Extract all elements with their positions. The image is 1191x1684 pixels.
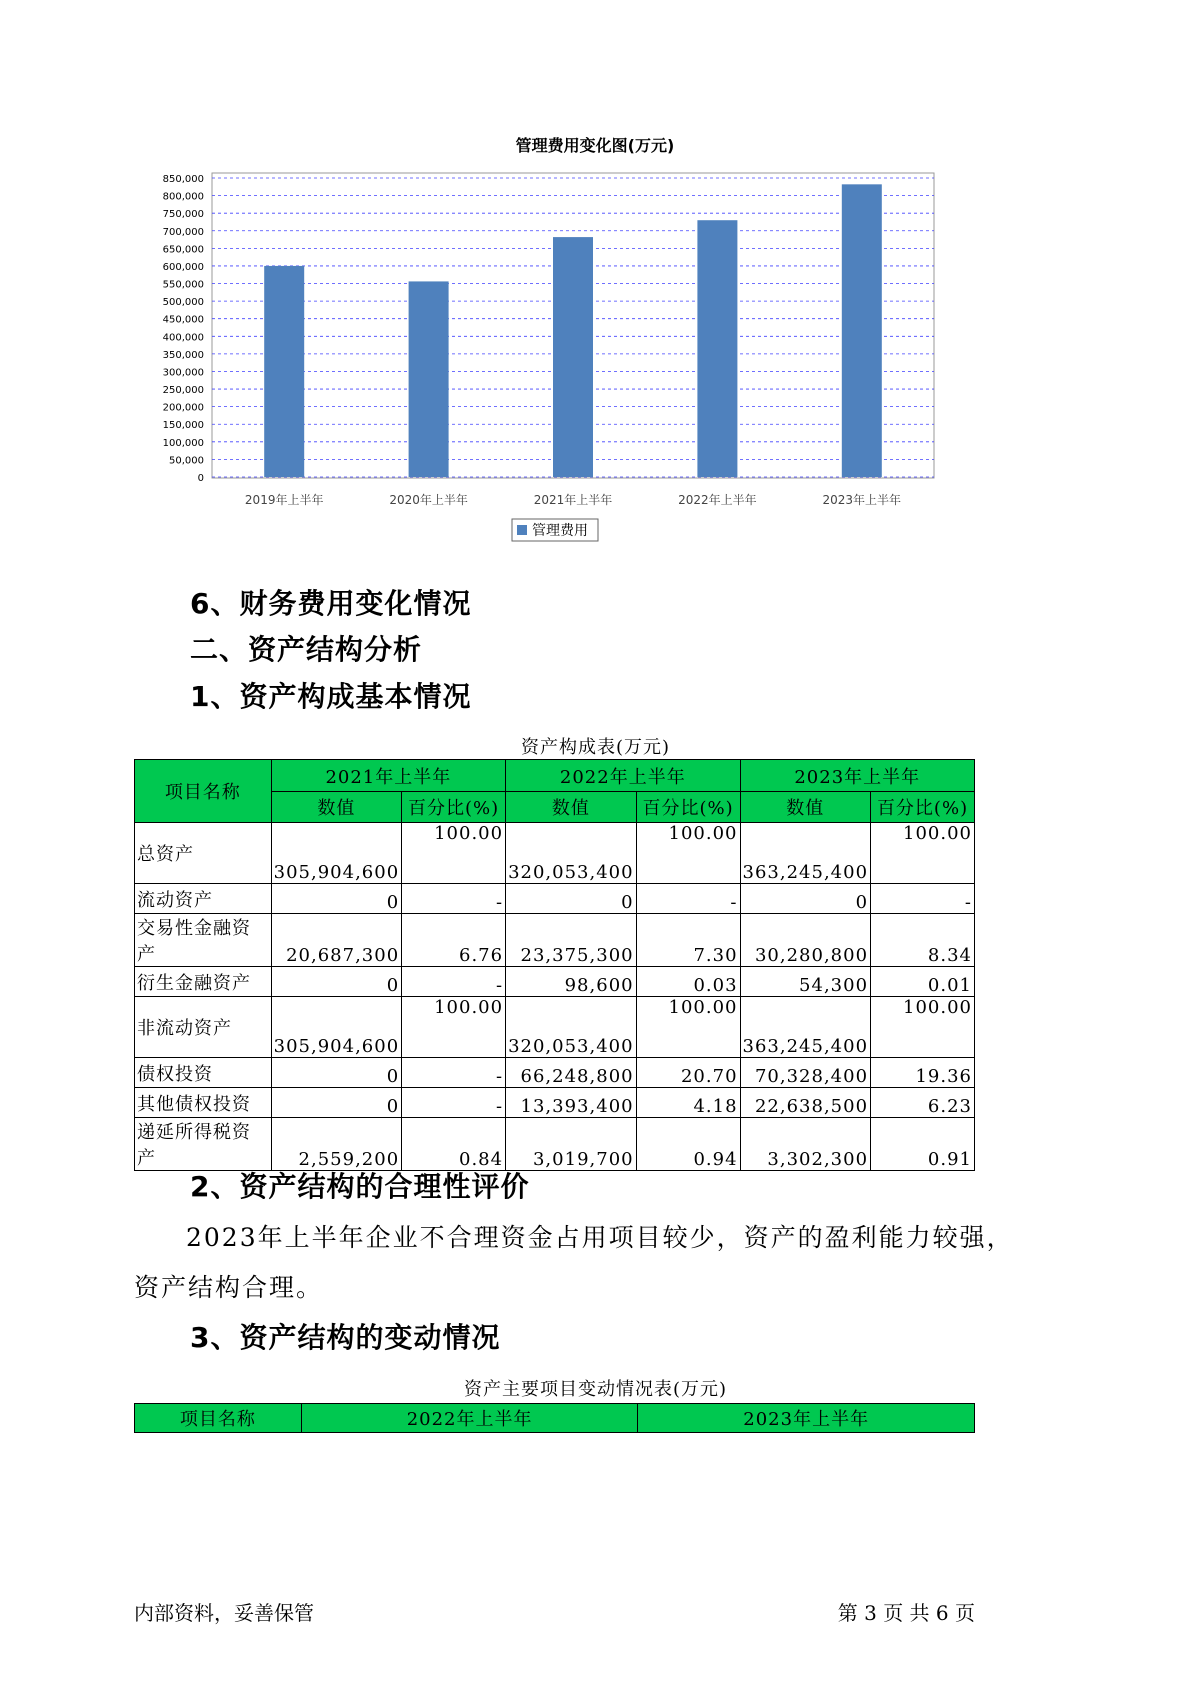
- value-cell: 0: [271, 1058, 402, 1088]
- value-cell: 22,638,500: [740, 1088, 871, 1118]
- pct-cell: 0.03: [636, 967, 740, 997]
- footer-note: 内部资料，妥善保管: [134, 1601, 314, 1625]
- row-label: 交易性金融资产: [135, 914, 272, 967]
- table2-caption: 资产主要项目变动情况表(万元): [463, 1379, 728, 1400]
- y-tick-label: 800,000: [162, 191, 204, 203]
- bar: [842, 184, 882, 477]
- pct-cell: 100.00: [636, 997, 740, 1058]
- value-cell: 3,302,300: [740, 1118, 871, 1171]
- value-cell: 2,559,200: [271, 1118, 402, 1171]
- header-pct: 百分比(%): [871, 792, 975, 823]
- bar: [264, 266, 304, 477]
- value-cell: 320,053,400: [506, 823, 637, 884]
- pct-cell: 6.23: [871, 1088, 975, 1118]
- pct-cell: 6.76: [402, 914, 506, 967]
- heading-asset-structure: 二、资产结构分析: [190, 633, 423, 666]
- header-year: 2022年上半年: [506, 760, 740, 792]
- header-year: 2022年上半年: [301, 1404, 638, 1433]
- header-year: 2023年上半年: [638, 1404, 975, 1433]
- x-axis-ticks: [245, 492, 901, 507]
- bar: [697, 220, 737, 477]
- value-cell: 54,300: [740, 967, 871, 997]
- pct-cell: 20.70: [636, 1058, 740, 1088]
- page-number: 第 3 页 共 6 页: [837, 1601, 975, 1625]
- header-value: 数值: [271, 792, 402, 823]
- value-cell: 30,280,800: [740, 914, 871, 967]
- y-tick-label: 750,000: [162, 209, 204, 221]
- value-cell: 305,904,600: [271, 997, 402, 1058]
- pct-cell: 0.91: [871, 1118, 975, 1171]
- management-expense-chart: [160, 135, 1030, 595]
- table-row: [135, 823, 975, 884]
- x-tick-label: 2023年上半年: [822, 493, 902, 507]
- heading-asset-composition: 1、资产构成基本情况: [190, 680, 472, 713]
- pct-cell: -: [402, 884, 506, 914]
- value-cell: 363,245,400: [740, 997, 871, 1058]
- bar: [553, 237, 593, 477]
- pct-cell: 100.00: [402, 823, 506, 884]
- pct-cell: 0.94: [636, 1118, 740, 1171]
- value-cell: 23,375,300: [506, 914, 637, 967]
- table-row: [135, 1088, 975, 1118]
- heading-structure-change: 3、资产结构的变动情况: [190, 1321, 501, 1354]
- y-tick-label: 600,000: [162, 261, 204, 273]
- asset-composition-table: [134, 759, 975, 1171]
- value-cell: 3,019,700: [506, 1118, 637, 1171]
- value-cell: 0: [271, 967, 402, 997]
- legend-label: 管理费用: [532, 523, 588, 539]
- chart-title: 管理费用变化图(万元): [515, 136, 675, 155]
- value-cell: 0: [271, 884, 402, 914]
- y-tick-label: 650,000: [162, 244, 204, 256]
- pct-cell: 100.00: [636, 823, 740, 884]
- pct-cell: -: [636, 884, 740, 914]
- pct-cell: 0.84: [402, 1118, 506, 1171]
- y-tick-label: 500,000: [162, 297, 204, 309]
- row-label: 其他债权投资: [135, 1088, 272, 1118]
- row-label: 流动资产: [135, 884, 272, 914]
- y-tick-label: 850,000: [162, 174, 204, 185]
- value-cell: 70,328,400: [740, 1058, 871, 1088]
- pct-cell: -: [402, 967, 506, 997]
- y-tick-label: 450,000: [162, 314, 204, 326]
- table-row: [135, 884, 975, 914]
- value-cell: 320,053,400: [506, 997, 637, 1058]
- y-axis-ticks: [163, 174, 204, 484]
- x-tick-label: 2019年上半年: [244, 493, 324, 507]
- y-tick-label: 250,000: [162, 385, 204, 397]
- table-row: [135, 914, 975, 967]
- header-item: 项目名称: [135, 760, 272, 823]
- pct-cell: 19.36: [871, 1058, 975, 1088]
- table-row: [135, 1058, 975, 1088]
- pct-cell: 100.00: [402, 997, 506, 1058]
- legend: [512, 519, 598, 541]
- evaluation-line-2: 资产结构合理。: [134, 1273, 324, 1302]
- heading-structure-evaluation: 2、资产结构的合理性评价: [190, 1170, 530, 1203]
- header-item: 项目名称: [135, 1404, 302, 1433]
- value-cell: 0: [506, 884, 637, 914]
- row-label: 衍生金融资产: [135, 967, 272, 997]
- x-tick-label: 2022年上半年: [678, 493, 757, 507]
- value-cell: 363,245,400: [740, 823, 871, 884]
- value-cell: 305,904,600: [271, 823, 402, 884]
- value-cell: 20,687,300: [271, 914, 402, 967]
- x-tick-label: 2021年上半年: [533, 493, 613, 507]
- pct-cell: 8.34: [871, 914, 975, 967]
- heading-finance-expense: 6、财务费用变化情况: [190, 587, 472, 620]
- pct-cell: 0.01: [871, 967, 975, 997]
- y-tick-label: 50,000: [169, 455, 204, 467]
- pct-cell: 4.18: [636, 1088, 740, 1118]
- row-label: 递延所得税资产: [135, 1118, 272, 1171]
- header-pct: 百分比(%): [402, 792, 506, 823]
- y-tick-label: 300,000: [162, 367, 204, 379]
- y-tick-label: 0: [197, 473, 204, 484]
- value-cell: 13,393,400: [506, 1088, 637, 1118]
- pct-cell: 100.00: [871, 823, 975, 884]
- y-tick-label: 150,000: [162, 420, 204, 432]
- pct-cell: -: [402, 1088, 506, 1118]
- y-tick-label: 350,000: [162, 349, 204, 361]
- header-value: 数值: [506, 792, 637, 823]
- pct-cell: -: [402, 1058, 506, 1088]
- value-cell: 0: [271, 1088, 402, 1118]
- row-label: 总资产: [135, 823, 272, 884]
- row-label: 债权投资: [135, 1058, 272, 1088]
- y-tick-label: 100,000: [162, 437, 204, 449]
- pct-cell: -: [871, 884, 975, 914]
- legend-swatch: [517, 525, 527, 535]
- row-label: 非流动资产: [135, 997, 272, 1058]
- header-year: 2023年上半年: [740, 760, 974, 792]
- asset-change-table: [134, 1403, 975, 1433]
- table-row: [135, 1118, 975, 1171]
- x-tick-label: 2020年上半年: [389, 493, 468, 507]
- table-row: [135, 967, 975, 997]
- table-row: [135, 997, 975, 1058]
- header-value: 数值: [740, 792, 871, 823]
- y-tick-label: 550,000: [162, 279, 204, 291]
- value-cell: 98,600: [506, 967, 637, 997]
- y-tick-label: 200,000: [162, 402, 204, 414]
- header-year: 2021年上半年: [271, 760, 505, 792]
- value-cell: 0: [740, 884, 871, 914]
- pct-cell: 100.00: [871, 997, 975, 1058]
- y-tick-label: 700,000: [162, 226, 204, 238]
- y-tick-label: 400,000: [162, 332, 204, 344]
- evaluation-line-1: 2023年上半年企业不合理资金占用项目较少，资产的盈利能力较强，: [186, 1223, 1014, 1252]
- value-cell: 66,248,800: [506, 1058, 637, 1088]
- table1-caption: 资产构成表(万元): [520, 737, 671, 758]
- pct-cell: 7.30: [636, 914, 740, 967]
- bar: [409, 281, 449, 477]
- header-pct: 百分比(%): [636, 792, 740, 823]
